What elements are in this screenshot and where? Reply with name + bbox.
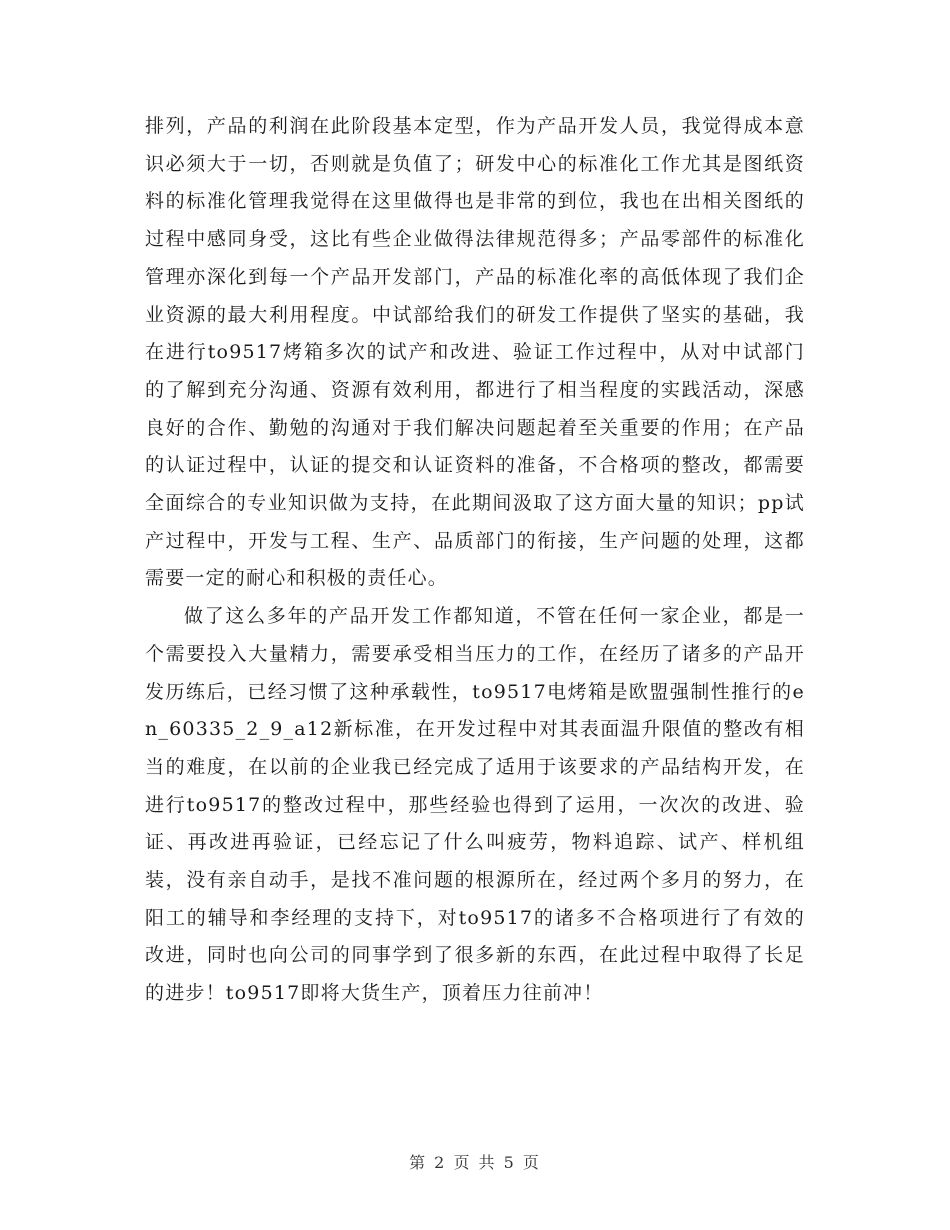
paragraph: 做了这么多年的产品开发工作都知道，不管在任何一家企业，都是一个需要投入大量精力，需要承受相当压力的工作，在经历了诸多的产品开发历练后，已经习惯了这种承载性，to9517电烤箱是欧盟强制性推行的en_60335_2_9_a12新标准，在开发过程中对其表面温升限值的整改有相当的难度，在以前的企业我已经完成了适用于该要求的产品结构开发，在进行to9517的整改过程中，那些经验也得到了运用，一次次的改进、验证、再改进再验证，已经忘记了什么叫疲劳，物料追踪、试产、样机组装，没有亲自动手，是找不准问题的根源所在，经过两个多月的努力，在阳工的辅导和李经理的支持下，对to9517的诸多不合格项进行了有效的改进，同时也向公司的同事学到了很多新的东西，在此过程中取得了长足的进步！to9517即将大货生产，顶着压力往前冲！ [145, 605, 805, 1005]
document-body [145, 108, 805, 1013]
page-footer: 第 2 页 共 5 页 [409, 1153, 541, 1172]
paragraph-continued: 排列，产品的利润在此阶段基本定型，作为产品开发人员，我觉得成本意识必须大于一切，否则就是负值了；研发中心的标准化工作尤其是图纸资料的标准化管理我觉得在这里做得也是非常的到位，我也在出相关图纸的过程中感同身受，这比有些企业做得法律规范得多；产品零部件的标准化管理亦深化到每一个产品开发部门，产品的标准化率的高低体现了我们企业资源的最大利用程度。中试部给我们的研发工作提供了坚实的基础，我在进行to9517烤箱多次的试产和改进、验证工作过程中，从对中试部门的了解到充分沟通、资源有效利用，都进行了相当程度的实践活动，深感良好的合作、勤勉的沟通对于我们解决问题起着至关重要的作用；在产品的认证过程中，认证的提交和认证资料的准备，不合格项的整改，都需要全面综合的专业知识做为支持，在此期间汲取了这方面大量的知识；pp试产过程中，开发与工程、生产、品质部门的衔接，生产问题的处理，这都需要一定的耐心和积极的责任心。 [145, 115, 805, 590]
